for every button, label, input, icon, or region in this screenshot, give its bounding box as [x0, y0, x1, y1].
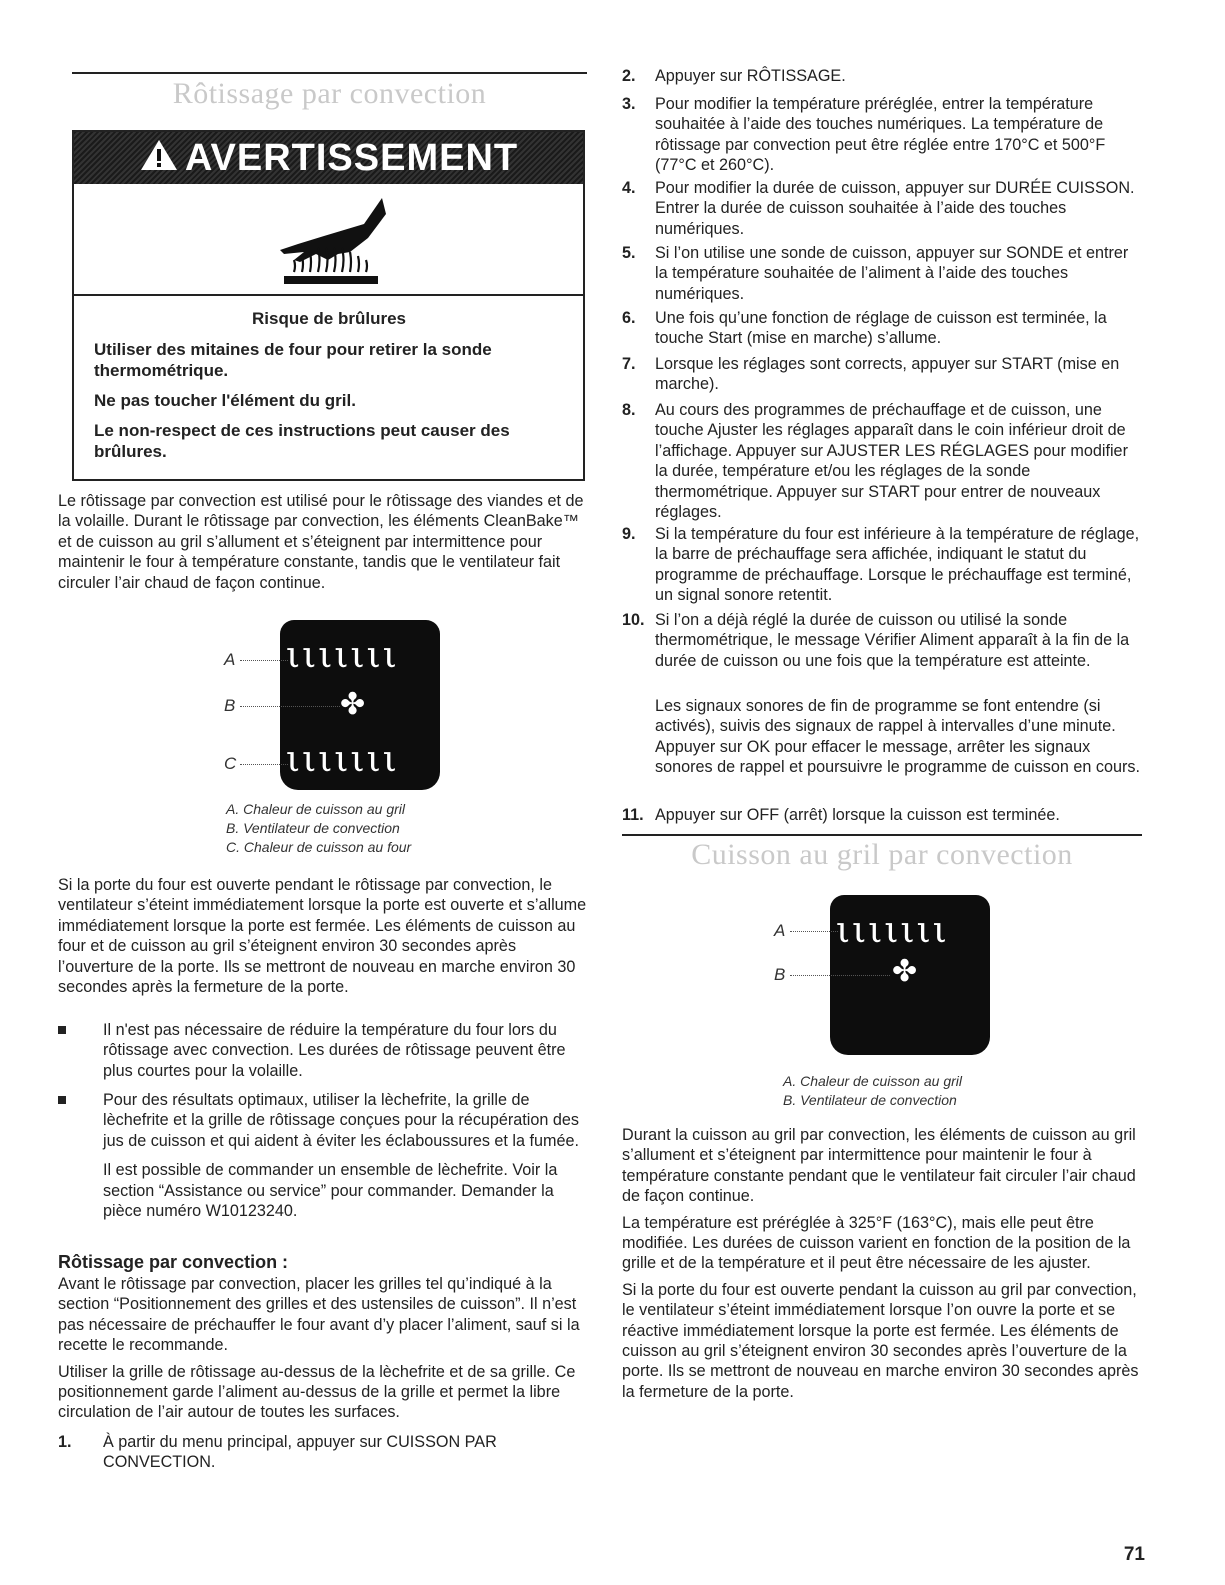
bullet-text-1: Il n'est pas nécessaire de réduire la température du four lors du rôtissage avec convection. Les durées de rôtissage peuvent être plus courtes pour la volaille. [103, 1021, 566, 1080]
rule-right [622, 834, 1142, 836]
step-number: 9. [622, 525, 636, 543]
convection-fan-icon: ✤ [892, 955, 918, 988]
sub-paragraph-2: Utiliser la grille de rôtissage au-dessus de la lèchefrite et de sa grille. Ce positionnement garde l’aliment au-dessus de la grille et permet la libre circulation de l’air autour de toutes les surfaces. [58, 1362, 576, 1422]
step-text: Une fois qu’une fonction de réglage de cuisson est terminée, la touche Start (mise en marche) s’allume. [655, 309, 1107, 348]
step-text: Au cours des programmes de préchauffage et de cuisson, une touche Ajuster les réglages apparaît dans le coin inférieur droit de l’affichage. Appuyer sur AJUSTER LES RÉGLAGES pour modifier la durée, température et/ou les réglages de la sonde thermométrique. Appuyer sur START pour entrer de nouveaux réglages. [655, 401, 1128, 522]
warning-risk: Risque de brûlures [252, 309, 406, 328]
hand-heat-icon [264, 194, 394, 290]
figure-2-label-b: B [774, 965, 786, 984]
figure-1-label-b: B [224, 696, 236, 715]
bullet-square-icon [58, 1026, 66, 1034]
door-text: Si la porte du four est ouverte pendant le rôtissage par convection, le ventilateur s’éteint immédiatement lorsque la porte est ouverte et s’allume immédiatement lorsque la porte est fermée. Les éléments de cuisson au four et de cuisson au gril s’éteignent environ 30 secondes après l’ouverture de la porte. Ils se mettront de nouveau en marche environ 30 secondes après la fermeture de la porte. [58, 876, 587, 997]
gril-paragraphs [622, 1125, 1142, 1406]
gril-paragraph-1: Durant la cuisson au gril par convection, les éléments de cuisson au gril s’allument et s’éteignent par intermittence pour maintenir le four à température constante pendant que le ventilateur fait circuler l’air chaud de façon continue. [622, 1126, 1136, 1206]
top-rule-left [72, 72, 587, 74]
figure-1-caption-a: A. Chaleur de cuisson au gril [226, 801, 405, 817]
broil-heat-element-icon: ιιιιιιι [286, 635, 399, 676]
sub-paragraphs [58, 1274, 593, 1427]
warning-header [74, 132, 583, 184]
intro-paragraph [58, 491, 593, 597]
warning-triangle-icon [139, 134, 179, 186]
warning-title: AVERTISSEMENT [184, 137, 519, 179]
door-paragraph [58, 875, 593, 1001]
step-number: 2. [622, 67, 636, 85]
step-number: 1. [58, 1433, 72, 1451]
bullet-item-2 [58, 1090, 593, 1240]
step-text: Si l’on a déjà réglé la durée de cuisson ou utilisé la sonde thermométrique, le message Vérifier Aliment apparaît à la fin de la durée de cuisson ou une fois que la température est atteinte. [655, 611, 1130, 670]
figure-1-label-c: C [224, 754, 237, 773]
burn-hazard-pictogram [74, 184, 583, 296]
bullet-square-icon [58, 1096, 66, 1104]
figure-2-label-a: A [774, 921, 786, 940]
figure-1-label-a: A [224, 650, 236, 669]
gril-paragraph-2: La température est préréglée à 325°F (163°C), mais elle peut être modifiée. Les durées de cuisson varient en fonction de la position de la grille et de la température et il peut être nécessaire de les ajuster. [622, 1213, 1131, 1273]
step-text: À partir du menu principal, appuyer sur CUISSON PAR CONVECTION. [103, 1433, 497, 1472]
sub-paragraph-1: Avant le rôtissage par convection, placer les grilles tel qu’indiqué à la section “Positionnement des grilles et des ustensiles de cuisson”. Il n’est pas nécessaire de préchauffer le four avant d’y placer l’aliment, sauf si la recette le recommande. [58, 1275, 580, 1355]
warning-body [94, 308, 564, 471]
oven-figure-1 [220, 620, 450, 790]
figure-2-caption [783, 1072, 1043, 1110]
warning-line-2: Ne pas toucher l'élément du gril. [94, 391, 356, 410]
step-number: 7. [622, 355, 636, 373]
figure-2-leader-a [790, 931, 838, 932]
step-item-1 [58, 1432, 593, 1474]
step-text: Si l’on utilise une sonde de cuisson, appuyer sur SONDE et entrer la température souhaitée de l’aliment à l’aide des touches numériques. [655, 244, 1129, 303]
section-title-gril: Cuisson au gril par convection [691, 838, 1073, 871]
bullet-text-2a: Pour des résultats optimaux, utiliser la lèchefrite, la grille de lèchefrite et la grille de rôtissage conçues pour la récupération des jus de cuisson et qui aident à éviter les éclaboussures et la fumée. [103, 1091, 580, 1150]
figure-1-caption-b: B. Ventilateur de convection [226, 820, 400, 836]
warning-box [72, 130, 585, 481]
warning-line-1: Utiliser des mitaines de four pour retirer la sonde thermométrique. [94, 340, 492, 380]
step-text: Appuyer sur RÔTISSAGE. [655, 67, 846, 85]
step-text: Si la température du four est inférieure à la température de réglage, la barre de préchauffage sera affichée, indiquant le statut du programme de préchauffage. Lorsque le préchauffage est terminé, un signal sonore retentit. [655, 525, 1140, 605]
oven-figure-2 [770, 895, 1000, 1055]
step-number: 3. [622, 95, 636, 113]
figure-1-leader-c [240, 764, 288, 765]
step-text: Appuyer sur OFF (arrêt) lorsque la cuisson est terminée. [655, 806, 1060, 824]
step-number: 11. [622, 806, 644, 824]
figure-1-caption-c: C. Chaleur de cuisson au four [226, 839, 412, 855]
step-text: Pour modifier la durée de cuisson, appuyer sur DURÉE CUISSON. Entrer la durée de cuisson souhaitée à l’aide des touches numériques. [655, 179, 1135, 238]
step-text: Pour modifier la température préréglée, entrer la température souhaitée à l’aide des touches numériques. La température de rôtissage par convection peut être réglée entre 170°C et 500°F (77°C et 260°C). [655, 95, 1106, 175]
step-number: 8. [622, 401, 636, 419]
bake-heat-element-icon: ιιιιιιι [286, 739, 399, 780]
bullet-text-2b: Il est possible de commander un ensemble de lèchefrite. Voir la section “Assistance ou service” pour commander. Demander la pièce numéro W10123240. [103, 1161, 558, 1221]
step-number: 5. [622, 244, 636, 262]
figure-1-leader-b [240, 706, 340, 707]
figure-2-caption-b: B. Ventilateur de convection [783, 1092, 957, 1108]
step-number: 10. [622, 611, 645, 629]
convection-fan-icon: ✤ [340, 688, 366, 721]
subheading-rotissage: Rôtissage par convection : [58, 1252, 289, 1272]
page-number: 71 [1123, 1544, 1145, 1565]
section-title-rotissage: Rôtissage par convection [172, 77, 487, 110]
bullet-item-1 [58, 1020, 593, 1082]
figure-1-leader-a [240, 660, 288, 661]
intro-text: Le rôtissage par convection est utilisé pour le rôtissage des viandes et de la volaille. Durant le rôtissage par convection, les éléments CleanBake™ et de cuisson au gril s’allument et s’éteignent par intermittence pour maintenir le four à température constante, tandis que le ventilateur fait circuler l’air chaud de façon continue. [58, 492, 584, 592]
figure-2-leader-b [790, 975, 890, 976]
warning-line-3: Le non-respect de ces instructions peut causer des brûlures. [94, 421, 510, 461]
step-text: Lorsque les réglages sont corrects, appuyer sur START (mise en marche). [655, 355, 1120, 394]
step-number: 6. [622, 309, 636, 327]
figure-2-caption-a: A. Chaleur de cuisson au gril [783, 1073, 962, 1089]
figure-1-caption [226, 800, 486, 857]
gril-paragraph-3: Si la porte du four est ouverte pendant la cuisson au gril par convection, le ventilateur s’éteint immédiatement lorsque l’on ouvre la porte et se réactive immédiatement lorsque la porte est fermée. Les éléments de cuisson au gril s’éteignent environ 30 secondes après l’ouverture de la porte. Ils se mettront de nouveau en marche environ 30 secondes après la fermeture de la porte. [622, 1280, 1139, 1401]
bullet-text-2 [103, 1090, 593, 1221]
broil-heat-element-icon: ιιιιιιι [836, 910, 949, 951]
step-number: 4. [622, 179, 636, 197]
step-text: Les signaux sonores de fin de programme se font entendre (si activés), suivis des signaux de rappel à intervalles d’une minute. Appuyer sur OK pour effacer le message, arrêter les signaux sonores de rappel et poursuivre le programme de cuisson en cours. [655, 697, 1140, 777]
